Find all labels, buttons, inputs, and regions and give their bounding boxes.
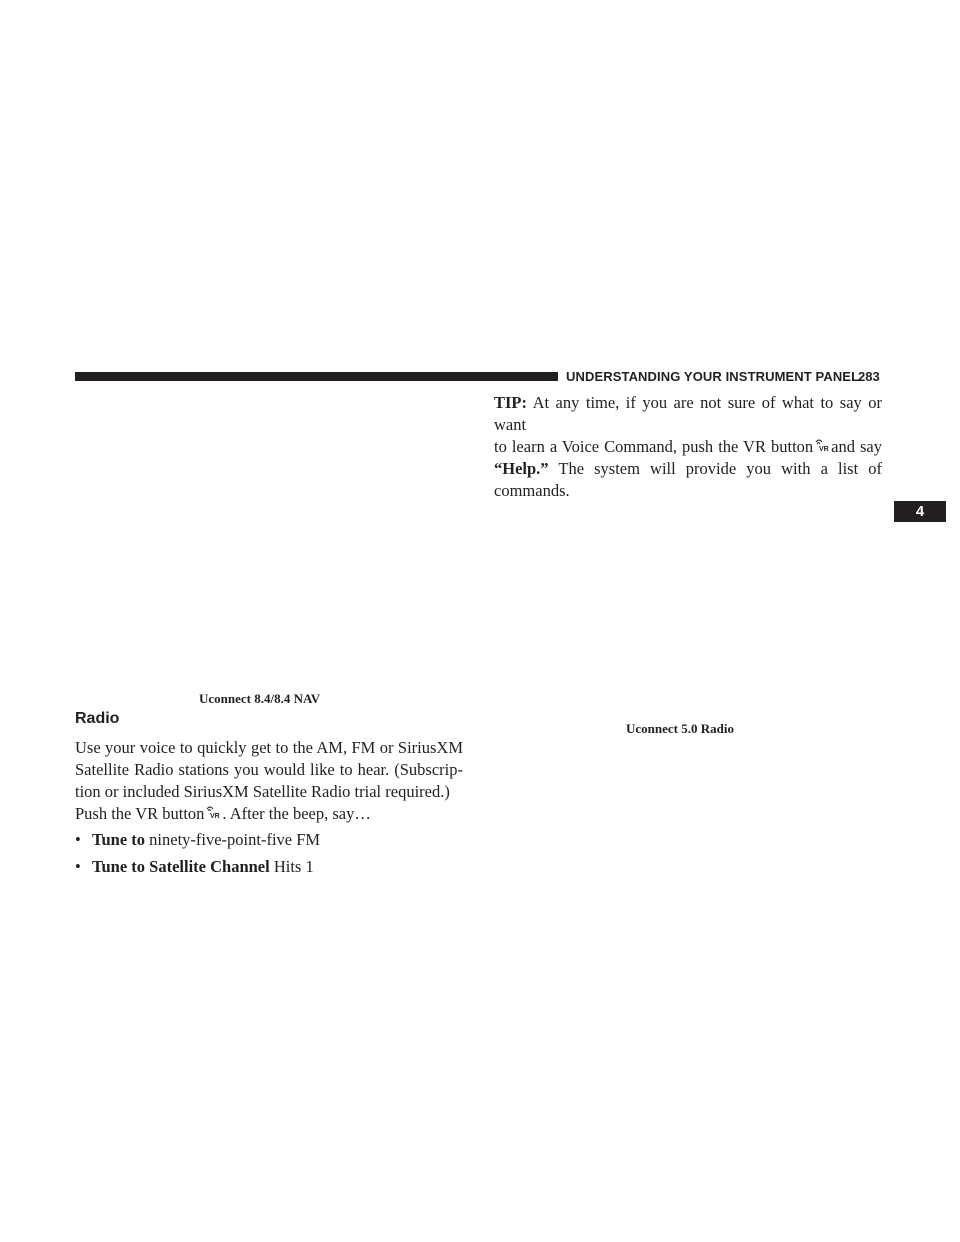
svg-text:VR: VR <box>819 446 829 453</box>
radio-intro-paragraph: Use your voice to quickly get to the AM, FM or SiriusXM Satellite Radio stations you would like to hear. (Subscrip- tion or included SiriusXM Satellite Radio trial required.) <box>75 738 463 801</box>
bullet-icon: • <box>75 857 81 876</box>
tip-paragraph <box>494 392 882 502</box>
tip-line-3: “Help.” The system will provide you with a list of <box>494 459 883 478</box>
svg-text:VR: VR <box>210 813 221 820</box>
page-number: 283 <box>858 369 880 384</box>
tip-line-2: to learn a Voice Command, push the VR button VR and say <box>494 437 882 456</box>
chapter-tab[interactable]: 4 <box>894 501 946 522</box>
tip-line-4: commands. <box>494 481 570 500</box>
voice-recognition-icon <box>205 806 221 820</box>
push-vr-instruction: Push the VR button VR . After the beep, say… <box>75 804 371 823</box>
figure-caption-right: Uconnect 5.0 Radio <box>626 721 734 736</box>
section-heading-radio: Radio <box>75 710 120 727</box>
list-item: • Tune to ninety-five-point-five FM <box>75 830 321 849</box>
list-item: • Tune to Satellite Channel Hits 1 <box>75 857 314 876</box>
figure-caption-left: Uconnect 8.4/8.4 NAV <box>199 691 321 706</box>
help-command: “Help.” <box>494 459 549 478</box>
tip-label: TIP: <box>494 393 527 412</box>
voice-recognition-icon <box>814 439 830 453</box>
header-rule <box>75 372 558 381</box>
running-header-title: UNDERSTANDING YOUR INSTRUMENT PANEL <box>566 369 860 384</box>
tip-line-1: TIP: At any time, if you are not sure of what to say or want <box>494 393 882 434</box>
bullet-icon: • <box>75 830 81 849</box>
